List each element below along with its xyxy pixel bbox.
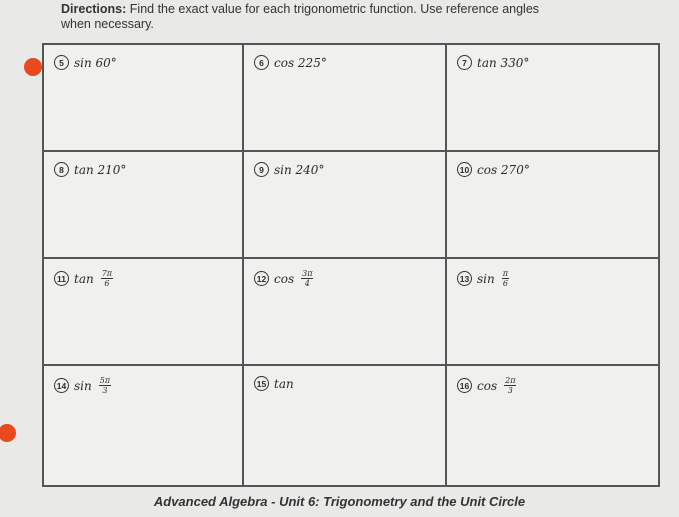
problem-expression-15: tan xyxy=(274,376,294,391)
problem-grid xyxy=(42,43,660,487)
problem-expression-10: cos 270° xyxy=(477,162,530,177)
fraction-12 xyxy=(301,269,313,288)
problem-expression-12: cos xyxy=(274,271,295,286)
fraction-denominator-12: 4 xyxy=(304,279,310,288)
problem-cell-16[interactable] xyxy=(447,366,658,485)
fraction-denominator-13: 6 xyxy=(502,279,508,288)
fraction-13 xyxy=(502,269,509,288)
directions-continuation: when necessary. xyxy=(61,17,154,31)
fraction-16 xyxy=(504,376,516,395)
problem-expression-7: tan 330° xyxy=(477,55,530,70)
problem-expression-9: sin 240° xyxy=(274,162,325,177)
directions-label: Directions: xyxy=(61,2,127,16)
problem-expression-8: tan 210° xyxy=(74,162,127,177)
problem-12 xyxy=(254,269,313,288)
problem-expression-13: sin xyxy=(477,271,495,286)
problem-expression-16: cos xyxy=(477,378,498,393)
problem-5 xyxy=(54,55,117,70)
problem-number-12: 12 xyxy=(254,271,269,286)
fraction-denominator-16: 3 xyxy=(507,386,513,395)
fraction-numerator-12: 3π xyxy=(302,269,313,278)
problem-13 xyxy=(457,269,509,288)
problem-expression-11: tan xyxy=(74,271,94,286)
footer-title: Advanced Algebra - Unit 6: Trigonometry and the Unit Circle xyxy=(153,494,526,509)
problem-8 xyxy=(54,162,126,177)
problem-cell-11[interactable] xyxy=(44,259,244,366)
problem-number-8: 8 xyxy=(54,162,69,177)
directions-text: Find the exact value for each trigonometric function. Use reference angles xyxy=(129,2,540,16)
problem-number-9: 9 xyxy=(254,162,269,177)
problem-number-5: 5 xyxy=(54,55,69,70)
problem-cell-6[interactable] xyxy=(244,45,447,152)
problem-number-13: 13 xyxy=(457,271,472,286)
problem-cell-9[interactable] xyxy=(244,152,447,259)
fraction-numerator-13: π xyxy=(502,269,508,278)
problem-cell-10[interactable] xyxy=(447,152,658,259)
problem-expression-14: sin xyxy=(74,378,92,393)
problem-cell-12[interactable] xyxy=(244,259,447,366)
problem-cell-7[interactable] xyxy=(447,45,658,152)
problem-number-6: 6 xyxy=(254,55,269,70)
fraction-11 xyxy=(101,269,113,288)
fraction-denominator-14: 3 xyxy=(102,386,108,395)
fraction-14 xyxy=(99,376,111,395)
problem-14 xyxy=(54,376,111,395)
directions xyxy=(61,2,661,32)
fraction-numerator-16: 2π xyxy=(505,376,516,385)
problem-number-14: 14 xyxy=(54,378,69,393)
problem-9 xyxy=(254,162,324,177)
fraction-numerator-14: 5π xyxy=(99,376,111,385)
problem-cell-14[interactable] xyxy=(44,366,244,485)
problem-7 xyxy=(457,55,529,70)
problem-11 xyxy=(54,269,113,288)
problem-number-10: 10 xyxy=(457,162,472,177)
problem-6 xyxy=(254,55,327,70)
problem-number-16: 16 xyxy=(457,378,472,393)
problem-cell-13[interactable] xyxy=(447,259,658,366)
fraction-numerator-11: 7π xyxy=(101,269,113,278)
orange-dot-marker-bottom xyxy=(0,424,16,442)
problem-15 xyxy=(254,376,294,391)
problem-10 xyxy=(457,162,530,177)
problem-cell-15[interactable] xyxy=(244,366,447,485)
problem-cell-5[interactable] xyxy=(44,45,244,152)
problem-cell-8[interactable] xyxy=(44,152,244,259)
problem-16 xyxy=(457,376,516,395)
orange-dot-marker-top xyxy=(24,58,42,76)
problem-number-7: 7 xyxy=(457,55,472,70)
fraction-denominator-11: 6 xyxy=(104,279,110,288)
problem-expression-5: sin 60° xyxy=(74,55,117,70)
problem-number-15: 15 xyxy=(254,376,269,391)
problem-expression-6: cos 225° xyxy=(274,55,327,70)
problem-number-11: 11 xyxy=(54,271,69,286)
